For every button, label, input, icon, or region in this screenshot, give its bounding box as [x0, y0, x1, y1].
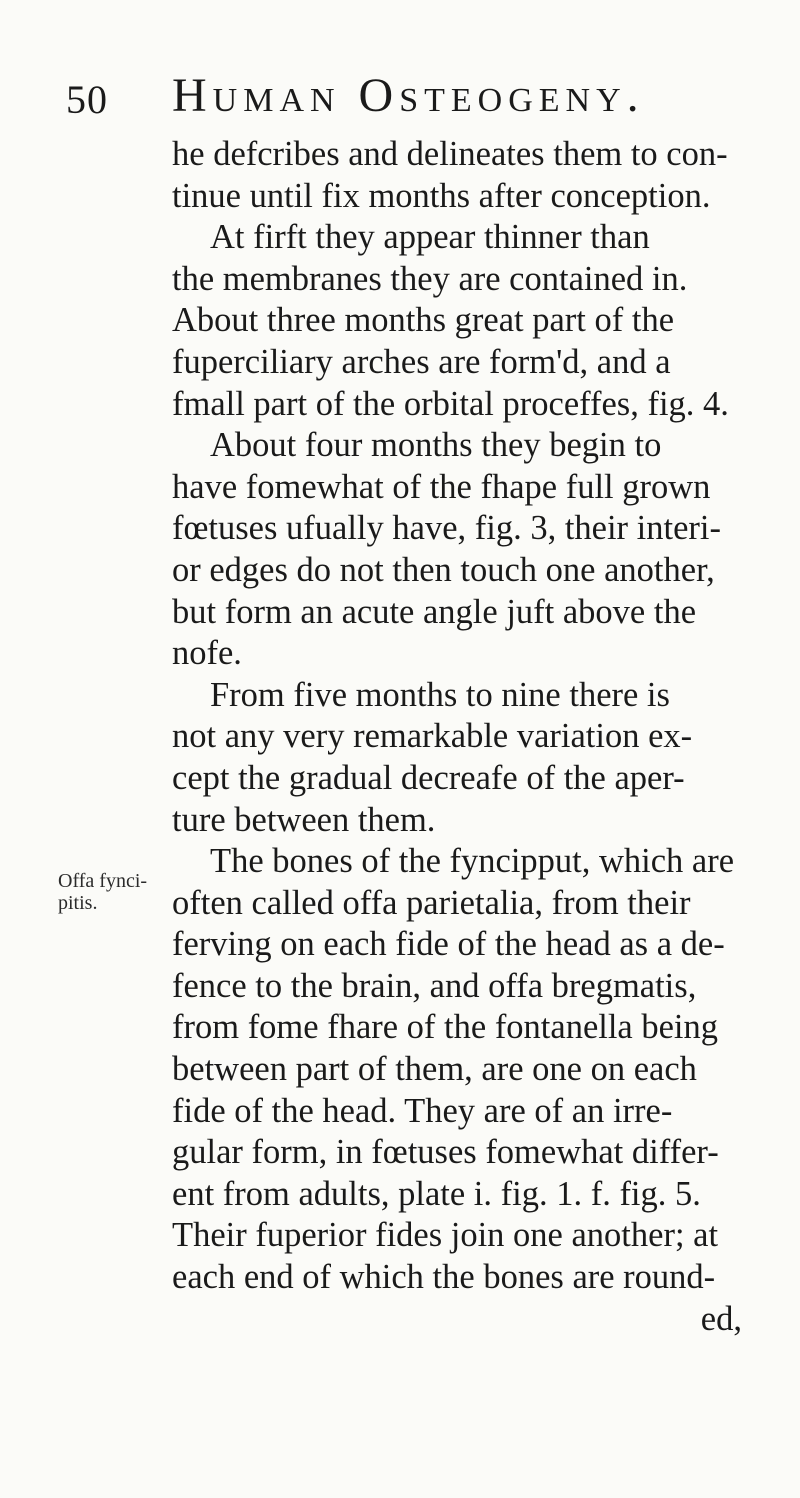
text-line: nofe.	[172, 634, 242, 673]
margin-note-line: pitis.	[58, 892, 98, 914]
text-line: each end of which the bones are round-	[172, 1258, 716, 1297]
text-line: have fomewhat of the fhape full grown	[172, 467, 711, 506]
text-line: cept the gradual decreafe of the aper-	[172, 758, 685, 797]
text-line: often called offa parietalia, from their	[172, 883, 691, 922]
catchword: ed,	[700, 1299, 742, 1338]
text-line: ture between them.	[172, 800, 436, 839]
paragraph-start-line: At firft they appear thinner than	[210, 218, 650, 257]
paragraph-start-line: From five months to nine there is	[210, 675, 670, 714]
text-line: fuperciliary arches are form'd, and a	[172, 342, 671, 381]
running-title: Human Osteogeny.	[172, 69, 645, 122]
text-line: or edges do not then touch one another,	[172, 550, 715, 589]
page-header	[0, 68, 800, 128]
text-line: fide of the head. They are of an irre-	[172, 1091, 673, 1130]
paragraph-start-line: About four months they begin to	[210, 426, 662, 465]
text-line: About three months great part of the	[172, 301, 675, 340]
body-text	[172, 134, 778, 1340]
text-line: ferving on each fide of the head as a de-	[172, 925, 725, 964]
page-number: 50	[66, 77, 108, 122]
text-line: gular form, in fœtuses fomewhat differ-	[172, 1133, 719, 1172]
text-line: fmall part of the orbital proceffes, fig. 4.	[172, 384, 729, 423]
text-line: the membranes they are contained in.	[172, 259, 688, 298]
text-line: but form an acute angle juft above the	[172, 592, 697, 631]
text-line: fence to the brain, and offa bregmatis,	[172, 966, 697, 1005]
text-line: tinue until fix months after conception.	[172, 176, 711, 215]
margin-note-line: Offa fynci-	[58, 870, 148, 892]
text-line: fœtuses ufually have, fig. 3, their interi-	[172, 509, 721, 548]
text-line: between part of them, are one on each	[172, 1050, 697, 1089]
text-line: he defcribes and delineates them to con-	[172, 135, 728, 173]
text-line: Their fuperior fides join one another; at	[172, 1216, 719, 1255]
text-line: not any very remarkable variation ex-	[172, 717, 693, 756]
margin-note	[58, 870, 168, 914]
paragraph-start-line: The bones of the fyncipput, which are	[210, 842, 735, 881]
text-line: ent from adults, plate i. fig. 1. f. fig. 5.	[172, 1174, 701, 1213]
text-line: from fome fhare of the fontanella being	[172, 1008, 719, 1047]
